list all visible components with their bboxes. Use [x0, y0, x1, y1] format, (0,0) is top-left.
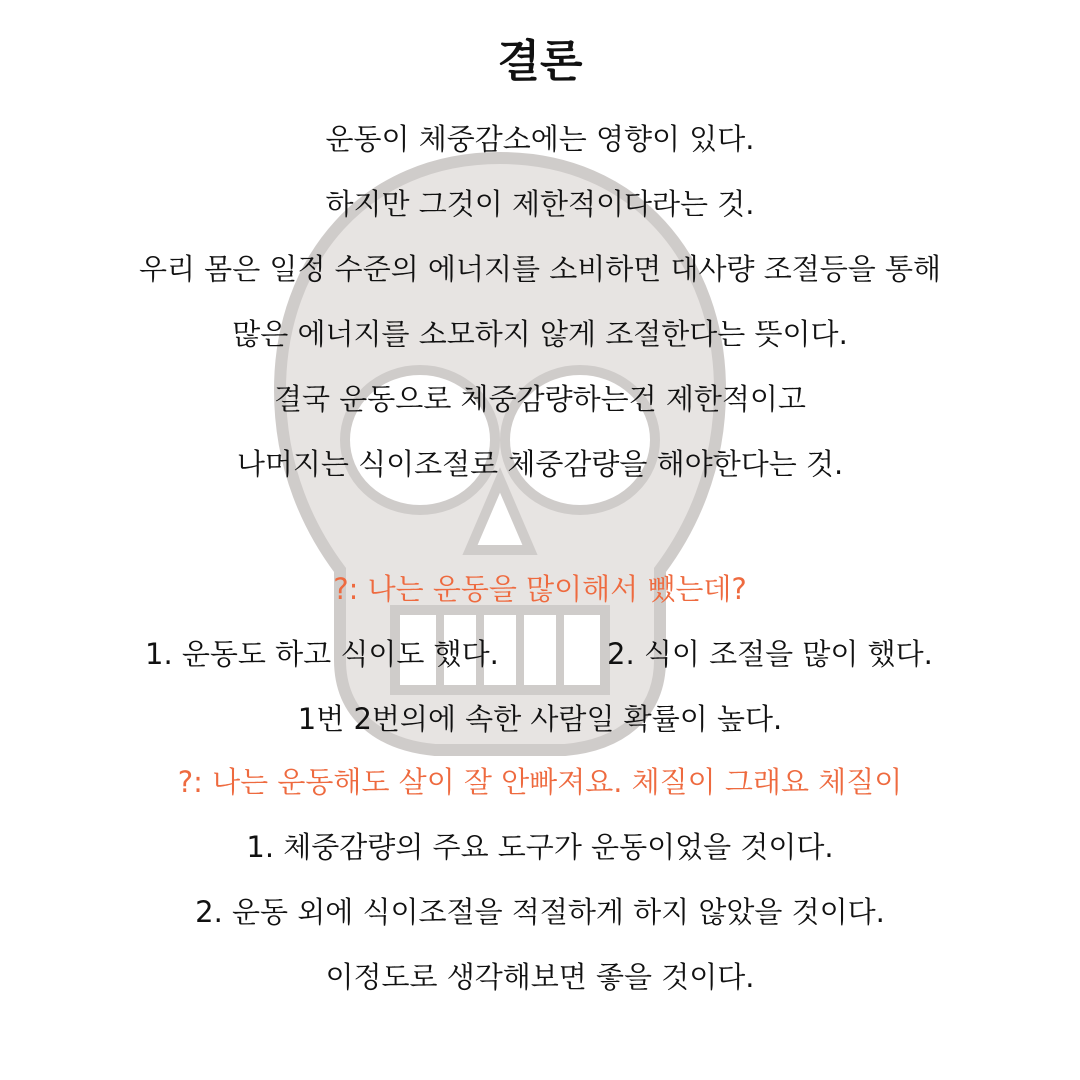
paragraph-line-4: 많은 에너지를 소모하지 않게 조절한다는 뜻이다. — [232, 317, 848, 351]
paragraph-line-3: 우리 몸은 일정 수준의 에너지를 소비하면 대사량 조절등을 통해 — [138, 252, 942, 286]
answer-1-summary: 1번 2번의에 속한 사람일 확률이 높다. — [297, 702, 783, 736]
paragraph-line-1: 운동이 체중감소에는 영향이 있다. — [325, 122, 755, 156]
answer-2-line-1: 1. 체중감량의 주요 도구가 운동이었을 것이다. — [246, 830, 834, 864]
question-2: ?: 나는 운동해도 살이 잘 안빠져요. 체질이 그래요 체질이 — [177, 765, 903, 799]
answer-option-2: 2. 식이 조절을 많이 했다. — [607, 637, 933, 671]
paragraph-line-2: 하지만 그것이 제한적이다라는 것. — [325, 187, 755, 221]
answer-option-1: 1. 운동도 하고 식이도 했다. — [145, 637, 499, 671]
page-title: 결론 — [497, 36, 583, 87]
answer-2-line-3: 이정도로 생각해보면 좋을 것이다. — [325, 960, 755, 994]
question-1: ?: 나는 운동을 많이해서 뺐는데? — [333, 572, 747, 606]
paragraph-line-5: 결국 운동으로 체중감량하는건 제한적이고 — [274, 382, 806, 416]
answer-2-line-2: 2. 운동 외에 식이조절을 적절하게 하지 않았을 것이다. — [195, 895, 885, 929]
paragraph-line-6: 나머지는 식이조절로 체중감량을 해야한다는 것. — [236, 447, 844, 481]
